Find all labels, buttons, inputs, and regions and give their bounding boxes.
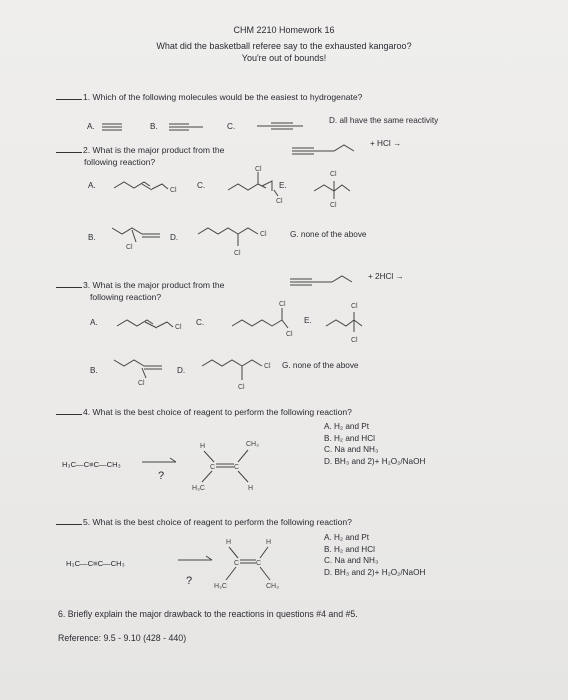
reference-text: Reference: 9.5 - 9.10 (428 - 440) bbox=[58, 633, 187, 643]
chlorine-label: Cl bbox=[279, 301, 286, 308]
carbon-label: C bbox=[256, 560, 262, 567]
hydrogen-label: H bbox=[200, 443, 206, 450]
q2-reactant-alkyne bbox=[290, 143, 356, 159]
chlorine-label: Cl bbox=[286, 331, 293, 338]
q5-choices bbox=[324, 532, 425, 578]
q4-question-mark: ? bbox=[158, 470, 165, 482]
q2-structure-e bbox=[312, 165, 360, 211]
q1-option-a: A. bbox=[87, 122, 95, 131]
q3-structure-d bbox=[200, 354, 286, 394]
q5-product-cis-alkene bbox=[206, 534, 296, 594]
q5-choice-c: C. Na and NH₃ bbox=[324, 556, 379, 565]
q3-option-a: A. bbox=[90, 318, 98, 327]
q1-option-b: B. bbox=[150, 122, 158, 131]
methyl-label: H₃C bbox=[192, 485, 205, 492]
q3-prompt: 3. What is the major product from the bbox=[56, 281, 224, 291]
q2-prompt: 2. What is the major product from the bbox=[56, 146, 224, 156]
q3-option-b: B. bbox=[90, 366, 98, 375]
q4-reactant: H₃C—C≡C—CH₃ bbox=[62, 460, 121, 469]
q4-choice-c: C. Na and NH₃ bbox=[324, 445, 379, 454]
q4-arrow bbox=[140, 454, 180, 468]
q5-choice-d: D. BH₃ and 2)+ H₂O₂/NaOH bbox=[324, 567, 426, 577]
chlorine-label: Cl bbox=[330, 202, 337, 209]
q1-molecule-b bbox=[167, 122, 207, 132]
q3-structure-c bbox=[230, 298, 296, 338]
q2-option-e: E. bbox=[279, 181, 287, 190]
chlorine-label: Cl bbox=[351, 337, 358, 344]
q2-structure-d bbox=[196, 222, 282, 260]
q3-structure-e bbox=[324, 298, 372, 348]
q5-prompt: 5. What is the best choice of reagent to perform the following reaction? bbox=[56, 518, 352, 528]
q3-option-g: G. none of the above bbox=[282, 361, 359, 370]
answer-blank[interactable] bbox=[56, 414, 82, 415]
chlorine-label: Cl bbox=[330, 171, 337, 178]
q1-molecule-a bbox=[100, 122, 124, 132]
hydrogen-label: H bbox=[226, 539, 232, 546]
carbon-label: C bbox=[234, 560, 240, 567]
chlorine-label: Cl bbox=[138, 380, 145, 387]
q2-structure-e-cl bbox=[270, 190, 292, 206]
q2-option-a: A. bbox=[88, 181, 96, 190]
chlorine-label: Cl bbox=[255, 166, 262, 173]
q6-prompt: 6. Briefly explain the major drawback to the reactions in questions #4 and #5. bbox=[58, 609, 358, 619]
chlorine-label: Cl bbox=[234, 250, 241, 257]
chlorine-label: Cl bbox=[276, 198, 283, 205]
q3-option-e: E. bbox=[304, 316, 312, 325]
q4-prompt: 4. What is the best choice of reagent to perform the following reaction? bbox=[56, 408, 352, 418]
q2-option-g: G. none of the above bbox=[290, 230, 367, 239]
answer-blank[interactable] bbox=[56, 287, 82, 288]
q3-option-d: D. bbox=[177, 366, 186, 375]
q1-prompt: 1. Which of the following molecules would be the easiest to hydrogenate? bbox=[56, 93, 362, 103]
q1-option-c: C. bbox=[227, 122, 236, 131]
q5-choice-b: B. H₂ and HCl bbox=[324, 544, 375, 554]
methyl-label: CH₃ bbox=[246, 441, 259, 448]
q4-choice-a: A. H₂ and Pt bbox=[324, 422, 370, 431]
carbon-label: C bbox=[210, 464, 216, 471]
q1-option-d: D. all have the same reactivity bbox=[329, 116, 439, 125]
chlorine-label: Cl bbox=[126, 244, 133, 251]
chlorine-label: Cl bbox=[175, 324, 182, 331]
methyl-label: CH₃ bbox=[266, 583, 279, 590]
chlorine-label: Cl bbox=[260, 231, 267, 238]
q4-choices bbox=[324, 421, 425, 467]
course-title: CHM 2210 Homework 16 bbox=[233, 25, 335, 35]
q3-structure-a bbox=[115, 314, 195, 332]
q2-prompt-line2: following reaction? bbox=[84, 157, 156, 167]
methyl-label: H₃C bbox=[214, 583, 227, 590]
q4-product-trans-alkene bbox=[186, 438, 276, 496]
answer-blank[interactable] bbox=[56, 99, 82, 100]
q5-choice-a: A. H₂ and Pt bbox=[324, 533, 370, 542]
q3-option-c: C. bbox=[196, 318, 205, 327]
carbon-label: C bbox=[234, 464, 240, 471]
hydrogen-label: H bbox=[266, 539, 272, 546]
q1-molecule-c bbox=[255, 119, 305, 131]
chlorine-label: Cl bbox=[264, 363, 271, 370]
q2-structure-a bbox=[112, 178, 182, 196]
q2-option-d: D. bbox=[170, 233, 179, 242]
q2-option-b: B. bbox=[88, 233, 96, 242]
riddle-answer: You're out of bounds! bbox=[241, 53, 327, 63]
q3-reactant-alkyne bbox=[288, 274, 354, 290]
chlorine-label: Cl bbox=[238, 384, 245, 391]
answer-blank[interactable] bbox=[56, 152, 82, 153]
hydrogen-label: H bbox=[248, 485, 254, 492]
q3-prompt-line2: following reaction? bbox=[90, 292, 162, 302]
q3-structure-b bbox=[112, 354, 176, 388]
riddle-question: What did the basketball referee say to the exhausted kangaroo? bbox=[156, 41, 412, 51]
answer-blank[interactable] bbox=[56, 524, 82, 525]
q2-reagent: + HCl → bbox=[370, 139, 402, 148]
q2-option-c: C. bbox=[197, 181, 206, 190]
chlorine-label: Cl bbox=[351, 303, 358, 310]
q3-reagent: + 2HCl → bbox=[368, 272, 404, 281]
chlorine-label: Cl bbox=[170, 187, 177, 194]
q5-reactant: H₃C—C≡C—CH₃ bbox=[66, 559, 125, 568]
q4-choice-d: D. BH₃ and 2)+ H₂O₂/NaOH bbox=[324, 456, 426, 466]
q5-question-mark: ? bbox=[186, 575, 193, 587]
q4-choice-b: B. H₂ and HCl bbox=[324, 433, 375, 443]
q2-structure-b bbox=[110, 222, 170, 252]
